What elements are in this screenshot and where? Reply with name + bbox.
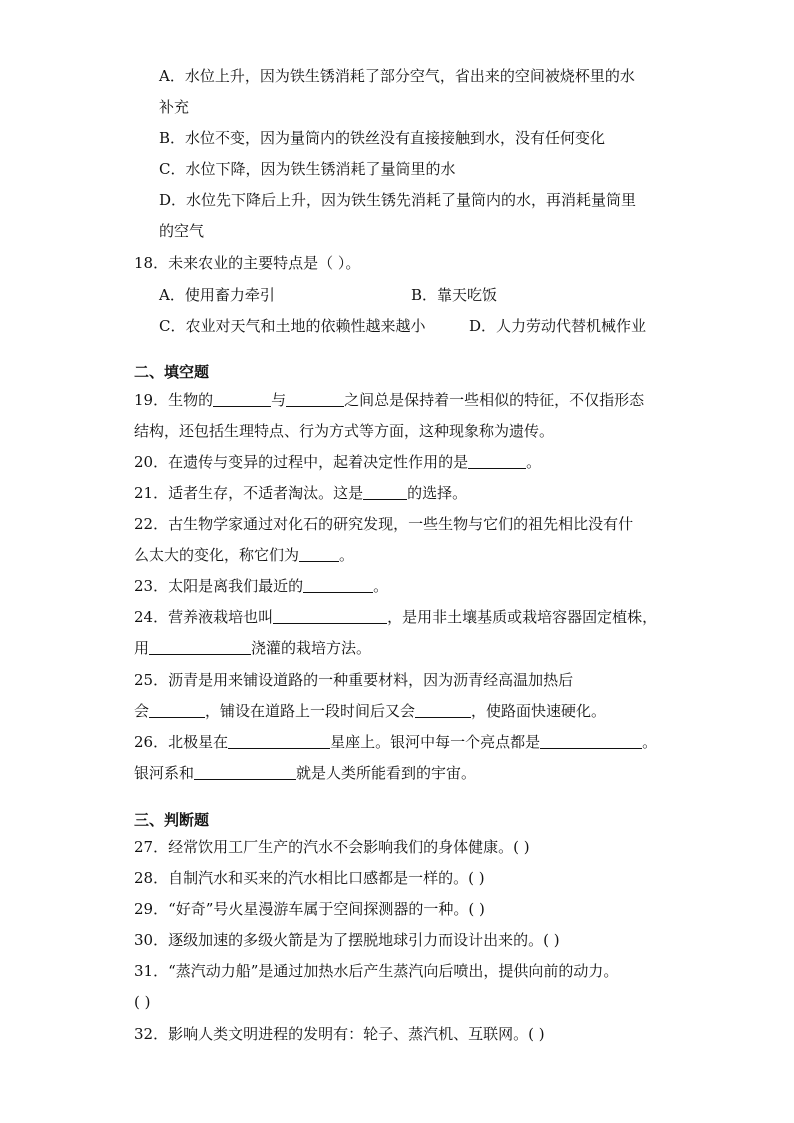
q24-text-b: ，是用非土壤基质或栽培容器固定植株， [387,608,658,626]
q20-text-a: 20．在遗传与变异的过程中，起着决定性作用的是 [134,453,469,471]
q21-text-a: 21．适者生存，不适者淘汰。这是 [134,484,364,502]
q25-blank-1[interactable] [149,702,205,718]
q24-blank-1[interactable] [273,608,387,624]
q20-text-b: 。 [526,453,542,471]
q25-blank-2[interactable] [415,702,471,718]
q17-option-b: B．水位不变，因为量筒内的铁丝没有直接接触到水，没有任何变化 [159,129,606,147]
q26-text-b: 星座上。银河中每一个亮点都是 [330,733,541,751]
q22-text-b: 么太大的变化，称它们为 [134,546,300,564]
q29: 29．“好奇”号火星漫游车属于空间探测器的一种。( ) [134,900,485,918]
q30: 30．逐级加速的多级火箭是为了摆脱地球引力而设计出来的。( ) [134,931,560,949]
q24-line2 [134,638,371,658]
q19-text-a: 19．生物的 [134,391,214,409]
q21-blank[interactable] [363,484,407,500]
q26-text-d: 银河系和 [134,764,195,782]
q22-text-c: 。 [339,546,355,564]
q24-text-c: 用 [134,639,150,657]
q23-line [134,576,388,596]
q26-blank-3[interactable] [194,764,296,780]
q26-text-c: 。 [642,733,658,751]
q24-line1 [134,607,657,627]
q18-option-c: C．农业对天气和土地的依赖性越来越小 [159,317,426,335]
q17-option-a-line1: A．水位上升，因为铁生锈消耗了部分空气，省出来的空间被烧杯里的水 [159,67,635,85]
q18-option-d: D．人力劳动代替机械作业 [469,317,647,335]
q25-text-b: 会 [134,702,150,720]
q23-blank[interactable] [303,577,373,593]
q26-line1 [134,732,657,752]
q19-blank-2[interactable] [286,391,344,407]
q17-option-d-line1: D．水位先下降后上升，因为铁生锈先消耗了量筒内的水，再消耗量筒里 [159,191,637,209]
q17-option-a-line2: 补充 [159,98,190,116]
q26-text-a: 26．北极星在 [134,733,229,751]
q27: 27．经常饮用工厂生产的汽水不会影响我们的身体健康。( ) [134,838,530,856]
q18-option-b: B．靠天吃饭 [411,286,498,304]
q24-text-a: 24．营养液栽培也叫 [134,608,274,626]
q20-line [134,452,541,472]
q26-blank-2[interactable] [540,733,642,749]
q24-text-d: 浇灌的栽培方法。 [251,639,372,657]
section-title-judgement: 三、判断题 [134,811,210,829]
q28: 28．自制汽水和买来的汽水相比口感都是一样的。( ) [134,869,485,887]
q23-text-a: 23．太阳是离我们最近的 [134,577,304,595]
q19-text-b: 与 [271,391,287,409]
q19-line2: 结构，还包括生理特点、行为方式等方面，这种现象称为遗传。 [134,422,555,440]
q26-blank-1[interactable] [228,733,330,749]
q19-line1 [134,390,644,410]
q25-line2 [134,701,606,721]
q21-line [134,483,467,503]
q31-line2: ( ) [134,993,151,1011]
q32: 32．影响人类文明进程的发明有：轮子、蒸汽机、互联网。( ) [134,1025,545,1043]
q17-option-c: C．水位下降，因为铁生锈消耗了量筒里的水 [159,160,456,178]
q18-stem: 18．未来农业的主要特点是（ ）。 [134,254,361,272]
q31-line1: 31．“蒸汽动力船”是通过加热水后产生蒸汽向后喷出，提供向前的动力。 [134,962,619,980]
q25-text-c: ，铺设在道路上一段时间后又会 [205,702,416,720]
q26-text-e: 就是人类所能看到的宇宙。 [296,764,477,782]
q19-blank-1[interactable] [213,391,271,407]
q24-blank-2[interactable] [149,639,251,655]
q18-option-a: A．使用畜力牵引 [159,286,275,304]
q22-blank[interactable] [299,546,339,562]
q22-line1: 22．古生物学家通过对化石的研究发现，一些生物与它们的祖先相比没有什 [134,515,634,533]
q23-text-b: 。 [373,577,389,595]
q22-line2 [134,545,354,565]
q25-text-d: ，使路面快速硬化。 [471,702,607,720]
q17-option-d-line2: 的空气 [159,222,205,240]
q26-line2 [134,763,476,783]
section-title-fill-in: 二、填空题 [134,363,210,381]
q20-blank[interactable] [468,453,526,469]
q19-text-c: 之间总是保持着一些相似的特征，不仅指形态 [344,391,645,409]
q21-text-b: 的选择。 [407,484,468,502]
q25-line1: 25．沥青是用来铺设道路的一种重要材料，因为沥青经高温加热后 [134,671,574,689]
